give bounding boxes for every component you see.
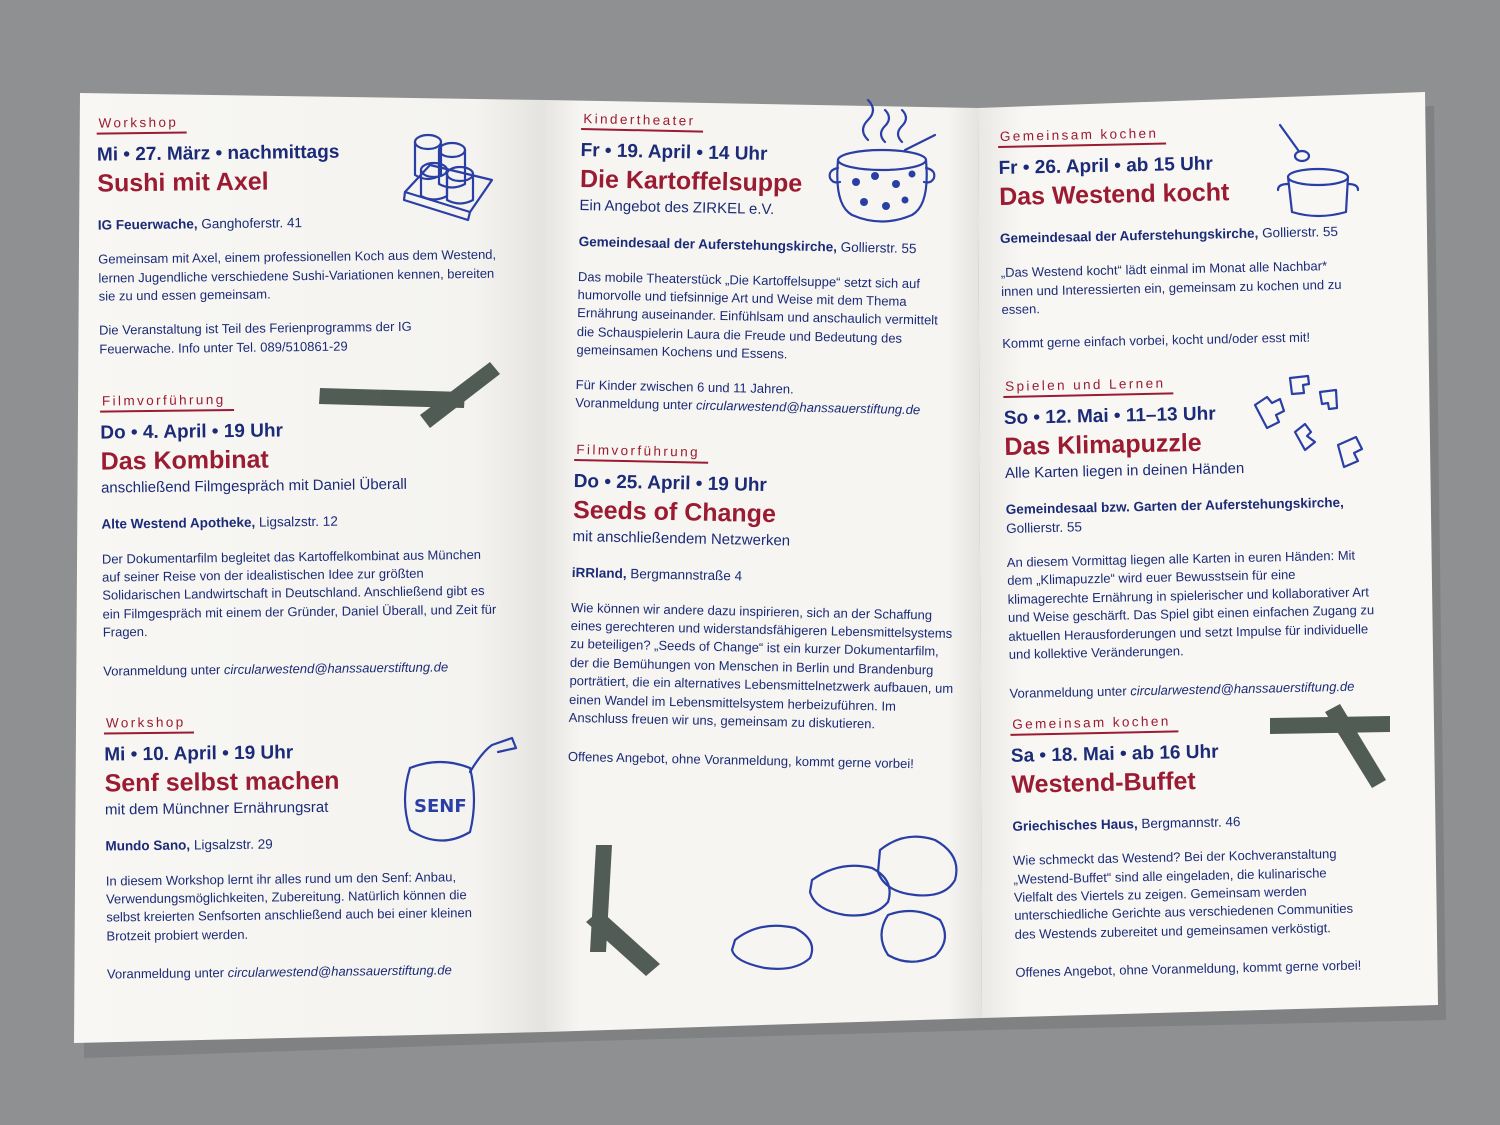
event-registration: Voranmeldung unter circularwestend@hanssauerstiftung.de	[103, 659, 449, 679]
event-subtitle: mit anschließendem Netzwerken	[572, 527, 791, 550]
potatoes-illustration	[732, 837, 956, 969]
event-title: Das Klimapuzzle	[1004, 428, 1202, 461]
event-title: Senf selbst machen	[104, 766, 340, 798]
soup-pot-illustration	[830, 100, 935, 222]
event-category: Workshop	[104, 714, 194, 734]
event-venue: iRRland, Bergmannstraße 4	[571, 565, 743, 584]
event-venue: Mundo Sano, Ligsalzstr. 29	[105, 836, 273, 854]
tape-strips	[319, 362, 1390, 976]
event-title: Westend-Buffet	[1011, 766, 1197, 799]
sushi-illustration	[404, 135, 492, 220]
event-date: So • 12. Mai • 11–13 Uhr	[1003, 403, 1216, 429]
event-date: Mi • 27. März • nachmittags	[96, 141, 340, 166]
event-registration: Voranmeldung unter circularwestend@hanssauerstiftung.de	[575, 395, 921, 418]
event-venue: Gemeindesaal der Auferstehungskirche, Gollierstr. 55	[999, 223, 1339, 246]
event-category: Gemeinsam kochen	[1010, 713, 1179, 736]
event-title: Das Kombinat	[100, 445, 269, 476]
event-category: Workshop	[96, 115, 186, 135]
event-description: Der Dokumentarfilm begleitet das Kartoffelkombinat aus München auf seiner Reise von der idealistischen Idee zur größten Solidarischen Landwirtschaft in Deutschland. Anschließend gibt es ein Filmgespräch mit einem der Gründer, Daniel Überall, und Zeit für Fragen.	[101, 546, 497, 640]
event-registration: Voranmeldung unter circularwestend@hanssauerstiftung.de	[106, 962, 452, 982]
event-subtitle: Ein Angebot des ZIRKEL e.V.	[579, 196, 775, 218]
event-registration: Voranmeldung unter circularwestend@hanssauerstiftung.de	[1009, 678, 1355, 701]
event-note: Offenes Angebot, ohne Voranmeldung, kommt gerne vorbei!	[567, 748, 914, 771]
event-description: In diesem Workshop lernt ihr alles rund um den Senf: Anbau, Verwendungsmöglichkeiten, Zubereitung. Natürlich können die selbst kreierten Senfsorten anschließend auch bei einer kleinen Brotzeit probiert werden.	[105, 868, 473, 944]
cooking-pot-illustration	[1278, 125, 1358, 216]
event-title: Das Westend kocht	[998, 178, 1230, 211]
event-date: Sa • 18. Mai • ab 16 Uhr	[1010, 741, 1219, 767]
event-subtitle: mit dem Münchner Ernährungsrat	[104, 798, 329, 819]
event-subtitle: Alle Karten liegen in deinen Händen	[1004, 459, 1245, 482]
event-age: Für Kinder zwischen 6 und 11 Jahren.	[575, 376, 794, 397]
event-title: Sushi mit Axel	[97, 167, 269, 198]
event-date: Do • 4. April • 19 Uhr	[100, 420, 284, 444]
event-note: Offenes Angebot, ohne Voranmeldung, kommt gerne vorbei!	[1015, 957, 1362, 981]
event-venue: Griechisches Haus, Bergmannstr. 46	[1012, 813, 1241, 834]
event-date: Fr • 26. April • ab 15 Uhr	[998, 153, 1214, 180]
event-venue: Alte Westend Apotheke, Ligsalzstr. 12	[101, 514, 338, 532]
event-note: Die Veranstaltung ist Teil des Ferienprogramms der IG Feuerwache. Info unter Tel. 089/510861-29	[99, 319, 412, 357]
event-description: Gemeinsam mit Axel, einem professionellen Koch aus dem Westend, lernen Jugendliche verschiedene Sushi-Variationen kennen, bereiten sie zu und essen gemeinsam.	[98, 246, 497, 304]
event-title: Seeds of Change	[572, 495, 777, 529]
event-note: Kommt gerne einfach vorbei, kocht und/oder esst mit!	[1002, 329, 1311, 352]
event-category: Filmvorführung	[574, 442, 708, 464]
event-description: Wie schmeckt das Westend? Bei der Kochveranstaltung „Westend-Buffet“ sind alle eingeladen, die kulinarische Vielfalt des Viertels zu zeigen. Gemeinsam werden unterschiedliche Gerichte aus verschiedenen Communities des Westends zubereitet und gemeinsamen verköstigt.	[1012, 846, 1354, 942]
puzzle-pieces-illustration	[1255, 376, 1362, 467]
event-venue: Gemeindesaal bzw. Garten der Auferstehungskirche, Gollierstr. 55	[1005, 495, 1344, 536]
event-description: Wie können wir andere dazu inspirieren, sich an der Schaffung eines gerechteren und widerstandsfähigeren Lebensmittelsystems zu beteiligen? „Seeds of Change“ ist ein kurzer Dokumentarfilm, der die Bemühungen von Menschen in Berlin und Brandenburg porträtiert, die ein alternatives Lebensmittelnetzwerk aufbauen, um einen Wandel im Lebensmittelsystem herbeizuführen. Im Anschluss freuen wir uns, gemeinsam zu diskutieren.	[568, 599, 954, 732]
event-date: Do • 25. April • 19 Uhr	[573, 470, 768, 497]
mustard-jar-illustration	[405, 738, 516, 841]
event-category: Kindertheater	[581, 111, 704, 133]
senf-jar-label: SENF	[414, 796, 467, 817]
event-description: „Das Westend kocht“ lädt einmal im Monat alle Nachbar* innen und Interessierten ein, gemeinsam zu kochen und zu essen.	[1000, 258, 1342, 317]
event-venue: Gemeindesaal der Auferstehungskirche, Gollierstr. 55	[578, 234, 917, 257]
event-subtitle: anschließend Filmgespräch mit Daniel Überall	[100, 475, 408, 497]
event-date: Mi • 10. April • 19 Uhr	[104, 742, 294, 766]
event-category: Gemeinsam kochen	[998, 126, 1167, 149]
event-description: An diesem Vormittag liegen alle Karten in euren Händen: Mit dem „Klimapuzzle“ wird euer Bewusstsein für eine klimagerechte Ernährung in spielerischer und kollaborativer Art und Weise geschärft. Das Spiel gibt einen einfachen Zugang zu aktuellen Herausforderungen und setzt Impulse für individuelle und kollektive Veränderungen.	[1006, 547, 1375, 662]
event-venue: IG Feuerwache, Ganghoferstr. 41	[97, 214, 303, 233]
event-title: Die Kartoffelsuppe	[579, 164, 803, 198]
event-category: Filmvorführung	[100, 392, 234, 413]
pot-dots	[852, 171, 916, 211]
event-category: Spielen und Lernen	[1003, 375, 1174, 398]
event-description: Das mobile Theaterstück „Die Kartoffelsuppe“ setzt sich auf humorvolle und tiefsinnige Art und Weise mit dem Thema Ernährung auseinander. Einfühlsam und anschaulich vermittelt die Schauspielerin Laura die Freude und Bedeutung des gemeinsamen Kochens und Essens.	[576, 268, 938, 362]
event-date: Fr • 19. April • 14 Uhr	[580, 140, 768, 165]
